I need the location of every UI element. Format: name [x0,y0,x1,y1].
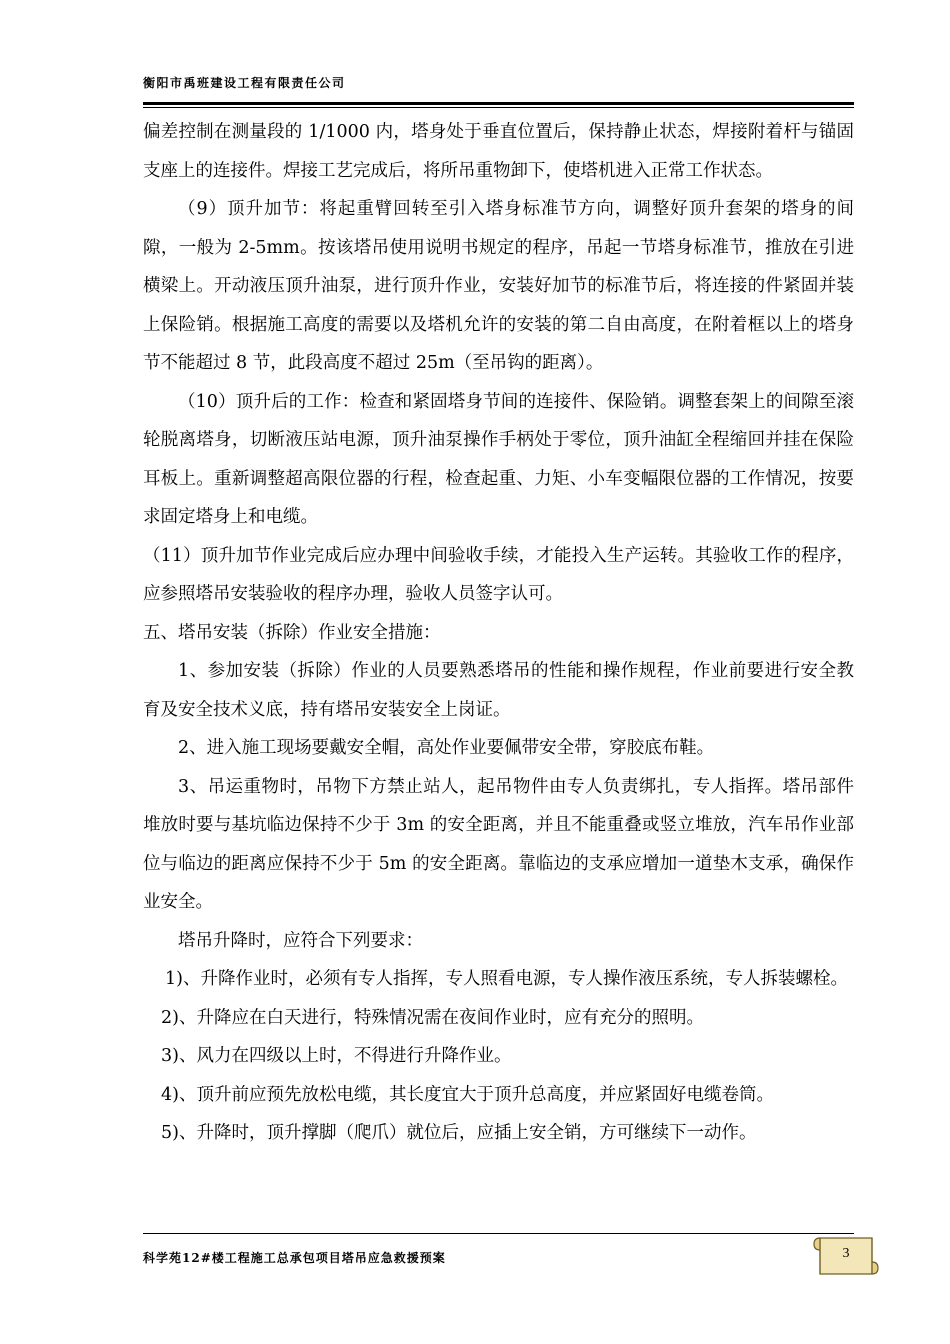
page-number: 3 [842,1246,850,1261]
page-header: 衡阳市禹班建设工程有限责任公司 [143,76,346,90]
document-body [143,113,854,1153]
paragraph: 1、参加安装（拆除）作业的人员要熟悉塔吊的性能和操作规程，作业前要进行安全教育及安全技术义底，持有塔吊安装安全上岗证。 [143,661,854,720]
footer-rule [143,1233,854,1234]
paragraph: 塔吊升降时，应符合下列要求： [178,930,423,951]
paragraph: 2、进入施工现场要戴安全帽，高处作业要佩带安全带，穿胶底布鞋。 [178,738,715,758]
header-rule-thin [143,107,854,108]
section-heading: 五、塔吊安装（拆除）作业安全措施： [143,622,441,643]
header-rule [143,102,854,105]
list-item: 2)、升降应在白天进行，特殊情况需在夜间作业时，应有充分的照明。 [161,1007,704,1028]
paragraph: （11）顶升加节作业完成后应办理中间验收手续，才能投入生产运转。其验收工作的程序，应参照塔吊安装验收的程序办理，验收人员签字认可。 [143,545,854,604]
paragraph: （10）顶升后的工作：检查和紧固塔身节间的连接件、保险销。调整套架上的间隙至滚轮脱离塔身，切断液压站电源，顶升油泵操作手柄处于零位，顶升油缸全程缩回并挂在保险耳板上。重新调整超高限位器的行程，检查起重、力矩、小车变幅限位器的工作情况，按要求固定塔身上和电缆。 [143,391,854,527]
paragraph: 偏差控制在测量段的 1/1000 内，塔身处于垂直位置后，保持静止状态，焊接附着杆与锚固支座上的连接件。焊接工艺完成后，将所吊重物卸下，使塔机进入正常工作状态。 [143,122,854,181]
list-item: 3)、风力在四级以上时，不得进行升降作业。 [161,1046,512,1066]
list-item: 4)、顶升前应预先放松电缆，其长度宜大于顶升总高度，并应紧固好电缆卷筒。 [161,1084,774,1105]
paragraph: 3、吊运重物时，吊物下方禁止站人，起吊物件由专人负责绑扎，专人指挥。塔吊部件堆放时要与基坑临边保持不少于 3m 的安全距离，并且不能重叠或竖立堆放，汽车吊作业部位与临边的距离应保持不少于 5m 的安全距离。靠临边的支承应增加一道垫木支承，确保作业安全。 [143,776,854,912]
paragraph: （9）顶升加节：将起重臂回转至引入塔身标准节方向，调整好顶升套架的塔身的间隙，一般为 2-5mm。按该塔吊使用说明书规定的程序，吊起一节塔身标准节，推放在引进横梁上。开动液压顶升油泵，进行顶升作业，安装好加节的标准节后，将连接的件紧固并装上保险销。根据施工高度的需要以及塔机允许的安装的第二自由高度，在附着框以上的塔身节不能超过 8 节，此段高度不超过 25m（至吊钩的距离）。 [143,199,854,373]
list-item: 1)、升降作业时，必须有专人指挥，专人照看电源，专人操作液压系统，专人拆装螺栓。 [165,969,848,989]
page-footer: 科学苑12#楼工程施工总承包项目塔吊应急救援预案 [143,1251,446,1265]
list-item: 5)、升降时，顶升撑脚（爬爪）就位后，应插上安全销，方可继续下一动作。 [161,1123,757,1143]
